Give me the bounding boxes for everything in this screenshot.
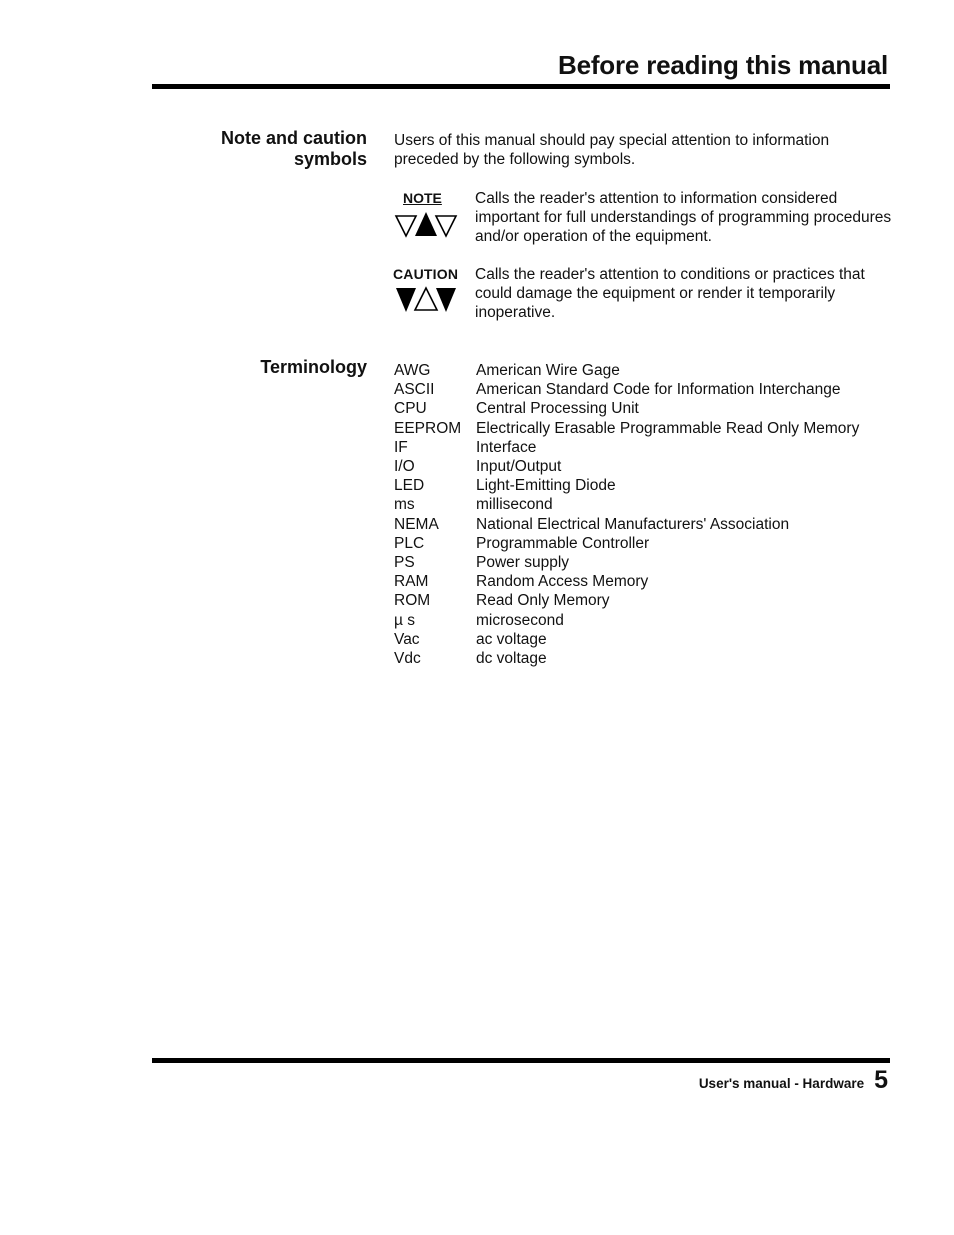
header-rule bbox=[152, 84, 890, 89]
caution-label: CAUTION bbox=[393, 266, 459, 282]
caution-triangles-icon bbox=[393, 284, 459, 314]
term-def: American Wire Gage bbox=[476, 362, 620, 379]
term-row bbox=[394, 591, 859, 610]
page-title: Before reading this manual bbox=[558, 50, 888, 80]
term-row bbox=[394, 457, 859, 476]
term-def: Light-Emitting Diode bbox=[476, 477, 616, 495]
note-block bbox=[393, 190, 892, 245]
term-row bbox=[394, 611, 859, 630]
term-row bbox=[394, 399, 859, 418]
term-def: Programmable Controller bbox=[476, 534, 650, 552]
term-row bbox=[394, 649, 859, 668]
term-row bbox=[394, 361, 859, 380]
term-row bbox=[394, 553, 859, 572]
term-def: millisecond bbox=[476, 496, 553, 514]
note-triangles-icon bbox=[393, 208, 459, 238]
term-row bbox=[394, 534, 859, 553]
notes-heading-line2: symbols bbox=[293, 149, 367, 169]
term-abbr: PLC bbox=[394, 534, 425, 552]
term-row bbox=[394, 419, 859, 438]
terminology-list bbox=[394, 361, 859, 668]
term-abbr: RAM bbox=[394, 573, 429, 591]
note-text: Calls the reader's attention to information considered important for full understandings of programming procedures and/or operation of the equipment. bbox=[475, 190, 892, 245]
term-row bbox=[394, 572, 859, 591]
term-def: microsecond bbox=[476, 611, 564, 629]
term-abbr: Vac bbox=[394, 630, 420, 648]
footer-rule bbox=[152, 1058, 890, 1063]
notes-intro: Users of this manual should pay special attention to information preceded by the following symbols. bbox=[394, 132, 830, 168]
term-abbr: ASCII bbox=[394, 381, 435, 399]
term-def: Interface bbox=[476, 438, 537, 456]
term-def: American Standard Code for Information Interchange bbox=[476, 381, 841, 399]
term-abbr: CPU bbox=[394, 400, 427, 418]
term-abbr: AWG bbox=[394, 362, 431, 379]
term-row bbox=[394, 495, 859, 514]
notes-heading-line1: Note and caution bbox=[220, 128, 367, 148]
page-number: 5 bbox=[874, 1066, 888, 1094]
notes-heading bbox=[221, 128, 367, 170]
term-def: Central Processing Unit bbox=[476, 400, 639, 418]
note-label: NOTE bbox=[403, 190, 442, 206]
term-def: Electrically Erasable Programmable Read Only Memory bbox=[476, 419, 860, 437]
term-def: ac voltage bbox=[476, 630, 547, 648]
term-def: National Electrical Manufacturers' Association bbox=[476, 515, 790, 533]
term-abbr: IF bbox=[394, 438, 408, 456]
footer-manual-title: User's manual - Hardware bbox=[698, 1076, 865, 1091]
term-def: Random Access Memory bbox=[476, 573, 649, 591]
term-abbr: µ s bbox=[394, 611, 415, 629]
term-abbr: ROM bbox=[394, 592, 431, 610]
term-row bbox=[394, 476, 859, 495]
term-row bbox=[394, 630, 859, 649]
term-def: Read Only Memory bbox=[476, 592, 610, 610]
caution-block bbox=[393, 266, 865, 321]
term-def: dc voltage bbox=[476, 650, 547, 668]
term-row bbox=[394, 438, 859, 457]
term-abbr: LED bbox=[394, 477, 425, 495]
term-row bbox=[394, 515, 859, 534]
term-abbr: EEPROM bbox=[394, 419, 462, 437]
term-abbr: I/O bbox=[394, 458, 415, 476]
footer bbox=[699, 1066, 888, 1095]
term-abbr: PS bbox=[394, 554, 415, 572]
terminology-heading: Terminology bbox=[260, 357, 367, 377]
term-abbr: ms bbox=[394, 496, 415, 514]
term-abbr: Vdc bbox=[394, 650, 421, 668]
term-def: Input/Output bbox=[476, 458, 562, 476]
term-def: Power supply bbox=[476, 554, 570, 572]
term-row bbox=[394, 380, 859, 399]
term-abbr: NEMA bbox=[394, 515, 439, 533]
caution-text: Calls the reader's attention to conditions or practices that could damage the equipment or render it temporarily inoperative. bbox=[475, 266, 865, 321]
